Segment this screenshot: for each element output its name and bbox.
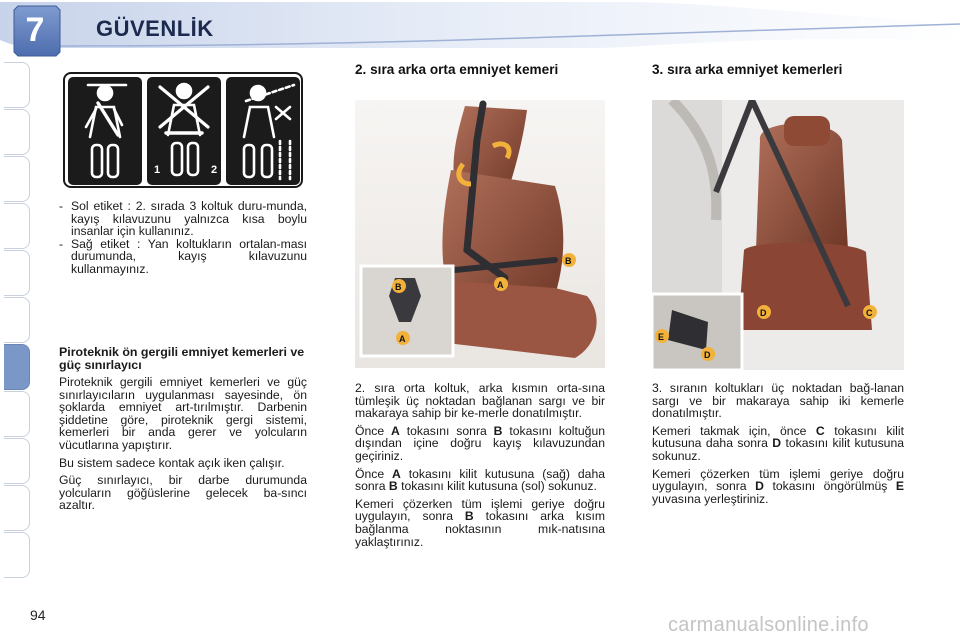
chapter-tab[interactable]: [4, 485, 30, 531]
rear-seat-headrest: [784, 116, 830, 146]
pyrotechnic-text: [59, 376, 307, 517]
belt-label-notes: [59, 200, 307, 276]
chapter-tab[interactable]: [4, 297, 30, 343]
right-belt-title: 3. sıra arka emniyet kemerleri: [652, 62, 843, 77]
marker-d-label: D: [760, 308, 767, 318]
chapter-title: GÜVENLİK: [96, 16, 214, 41]
middle-belt-title: 2. sıra arka orta emniyet kemeri: [355, 62, 559, 77]
chapter-tab[interactable]: [4, 391, 30, 437]
pyrotechnic-paragraph: Güç sınırlayıcı, bir darbe durumunda yolcuların göğüslerine gelecek ba-sıncı azaltır.: [59, 473, 307, 513]
middle-belt-text: [355, 382, 605, 553]
middle-paragraph-2: Önce A tokasını sonra B tokasını koltuğun dışından içine doğru kayış kılavuzundan geçiriniz.: [355, 423, 606, 463]
middle-seat-photo: [355, 100, 605, 368]
right-paragraph-3: Kemeri çözerken tüm işlemi geriye doğru uygulayın, sonra D tokasını öngörülmüş E yuvasına yerleştiriniz.: [652, 466, 905, 506]
chapter-number-badge: 7: [25, 11, 45, 49]
right-paragraph-2: Kemeri takmak için, önce C tokasını kilit kutusuna daha sonra D tokasını kilit kutusuna sokunuz.: [652, 423, 905, 463]
chapter-tab[interactable]: [4, 62, 30, 108]
marker-c-label: C: [866, 308, 873, 318]
middle-paragraph-1: 2. sıra orta koltuk, arka kısmın orta-sına tümleşik üç noktadan bağlanan sargı ve bir makaraya sahip bir ke-merle donatılmıştır.: [355, 381, 605, 421]
third-row-seat-photo: [652, 100, 904, 370]
chapter-tab[interactable]: [4, 156, 30, 202]
chapter-tab-rail: [0, 62, 34, 582]
label-note-item: [59, 238, 307, 276]
pyrotechnic-heading: Piroteknik ön gergili emniyet kemerleri ve güç sınırlayıcı: [59, 345, 305, 372]
marker-a-label: A: [497, 280, 504, 290]
bullet-dash: -: [59, 236, 64, 251]
pyrotechnic-paragraph: Piroteknik gergili emniyet kemerleri ve güç sınırlayıcıların uygulanması sayesinde, ön şoklarda emniyet art-tırılmıştır. Darbenin şiddetine göre, piroteknik gergi sistemi, kemerleri bir anda gerer ve yolcuların vücutlarına yapıştırır.: [59, 375, 307, 452]
bullet-dash: -: [59, 199, 64, 213]
marker-b-inset-label: B: [395, 282, 402, 292]
chapter-tab-active[interactable]: [4, 344, 30, 390]
marker-a-inset-label: A: [399, 334, 406, 344]
pyrotechnic-paragraph: Bu sistem sadece kontak açık iken çalışır.: [59, 455, 285, 470]
chapter-tab[interactable]: [4, 532, 30, 578]
right-paragraph-1: 3. sıranın koltukları üç noktadan bağ-lanan sargı ve bir makaraya sahip iki kemerle donatılmıştır.: [652, 381, 904, 421]
marker-e-label: E: [658, 332, 665, 342]
chapter-header: [0, 0, 960, 58]
chapter-tab[interactable]: [4, 109, 30, 155]
pictogram-label-two: 2: [211, 164, 218, 176]
right-belt-text: [652, 382, 904, 510]
page-number: 94: [30, 607, 46, 623]
rear-seat-cushion: [738, 243, 872, 330]
middle-paragraph-3: Önce A tokasını kilit kutusuna (sağ) daha sonra B tokasını kilit kutusuna (sol) sokunuz.: [355, 466, 605, 494]
marker-b-label: B: [565, 256, 572, 266]
pictogram-label-one: 1: [154, 164, 161, 176]
chapter-tab[interactable]: [4, 438, 30, 484]
watermark-text: carmanualsonline.info: [668, 614, 869, 636]
label-note-text: Sağ etiket : Yan koltukların ortalan-ması durumunda, kayış kılavuzunu kullanmayınız.: [71, 236, 307, 276]
chapter-tab[interactable]: [4, 250, 30, 296]
marker-d-inset-label: D: [704, 350, 711, 360]
seatbelt-guide-pictogram: [63, 72, 303, 188]
label-note-text: Sol etiket : 2. sırada 3 koltuk duru-munda, kayış kılavuzunu yalnızca kısa boylu insanlar için kullanınız.: [71, 199, 307, 239]
middle-paragraph-4: Kemeri çözerken tüm işlemi geriye doğru uygulayın, sonra B tokasını arka kısım bağlanma noktasının mık-natısına yaklaştırınız.: [355, 496, 606, 549]
chapter-tab[interactable]: [4, 203, 30, 249]
label-note-item: [59, 200, 307, 238]
